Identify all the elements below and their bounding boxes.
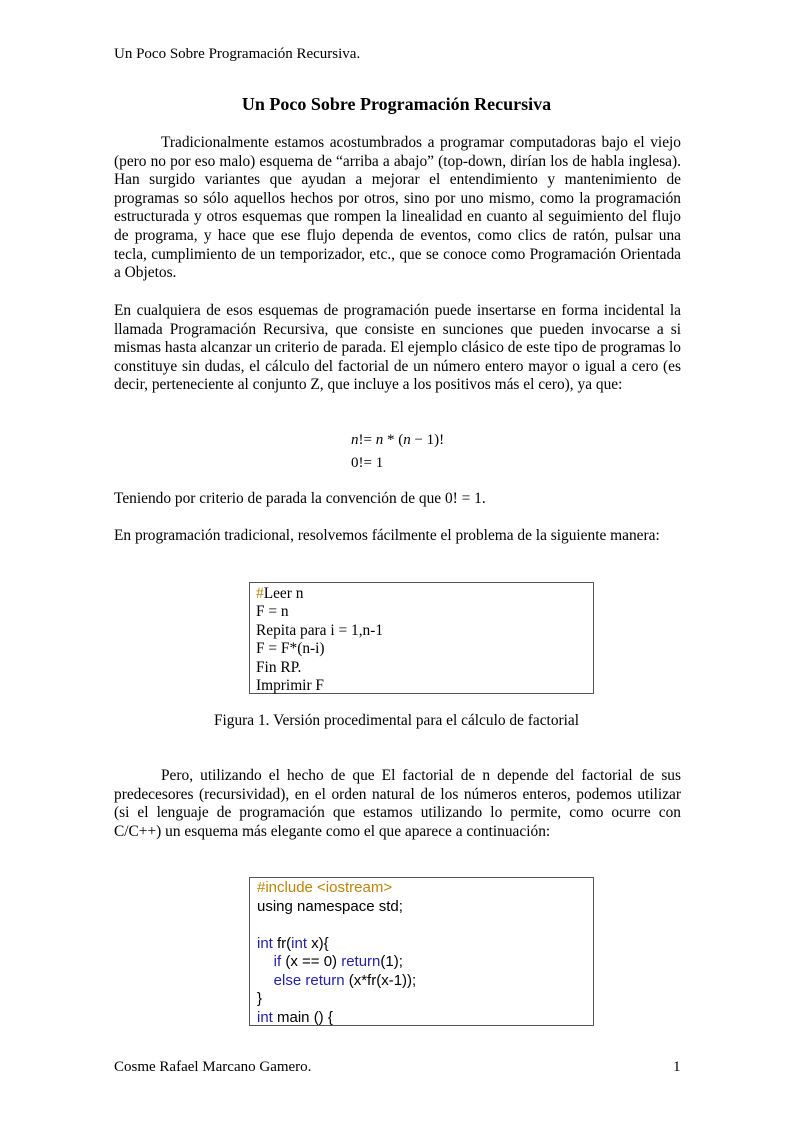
code1-line: Repita para i = 1,n-1 bbox=[256, 621, 384, 639]
paragraph-stop-criterion: Teniendo por criterio de parada la convención de que 0! = 1. bbox=[114, 490, 486, 507]
code2-text: x){ bbox=[307, 934, 329, 952]
code2-if-line bbox=[257, 953, 586, 972]
code2-kw-int: int bbox=[257, 934, 273, 952]
paragraph-intro: Tradicionalmente estamos acostumbrados a programar computadoras bajo el viejo (pero no por eso malo) esquema de “arriba a abajo” (top-down, dirían los de habla inglesa). Han surgido variantes que ayudan a mejorar el entendimiento y mantenimiento de programas so sólo aquellos hechos por otros, sino por uno mismo, como la programación estructurada y otros esquemas que rompen la linealidad en cuanto al seguimiento del flujo de programa, y hace que ese flujo dependa de eventos, como clics de ratón, pulsar una tecla, cumplimiento de un temporizador, etc., que se conoce como Programación Orientada a Objetos. bbox=[114, 134, 681, 282]
formula-var-n3: n bbox=[403, 432, 411, 448]
code1-text: Leer n bbox=[263, 585, 304, 602]
code2-kw-else-return: else return bbox=[273, 971, 345, 989]
code2-text: (x*fr(x-1)); bbox=[344, 971, 417, 989]
code2-include: #include <iostream> bbox=[257, 879, 393, 896]
code2-else-line bbox=[257, 972, 586, 991]
formula-eq: != bbox=[358, 432, 376, 448]
code2-kw-if: if bbox=[273, 953, 282, 970]
code2-kw-return: return bbox=[341, 953, 381, 970]
code2-text: (x == 0) bbox=[281, 953, 342, 970]
code2-kw-int: int bbox=[291, 934, 308, 952]
document-title: Un Poco Sobre Programación Recursiva bbox=[241, 94, 552, 114]
code2-kw-int: int bbox=[257, 1008, 273, 1026]
formula-factorial bbox=[351, 432, 444, 449]
paragraph-recursive: Pero, utilizando el hecho de que El factorial de n depende del factorial de sus predecesores (recursividad), en el orden natural de los números enteros, podemos utilizar (si el lenguaje de programación que estamos utilizando lo permite, como ocurre con C/C++) un esquema más elegante como el que aparece a continuación: bbox=[114, 767, 681, 840]
code2-main-line bbox=[257, 1009, 586, 1028]
page-number: 1 bbox=[673, 1059, 681, 1075]
code2-text: (1); bbox=[380, 953, 403, 970]
code1-line: Imprimir F bbox=[256, 677, 324, 695]
formula-tail: − 1)! bbox=[410, 432, 445, 448]
code2-indent bbox=[257, 972, 274, 989]
code1-line bbox=[256, 585, 587, 603]
code1-line: F = n bbox=[256, 603, 289, 621]
code2-fr-signature bbox=[257, 935, 586, 954]
running-header: Un Poco Sobre Programación Recursiva. bbox=[114, 46, 361, 62]
paragraph-recursion: En cualquiera de esos esquemas de programación puede insertarse en forma incidental la llamada Programación Recursiva, que consiste en sunciones que pueden invocarse a si mismas hasta alcanzar un criterio de parada. El ejemplo clásico de este tipo de programas lo constituye sin dudas, el cálculo del factorial de un número entero mayor o igual a cero (es decir, perteneciente al conjunto Z, que incluye a los positivos más el cero), ya que: bbox=[114, 302, 681, 394]
code2-text: main () { bbox=[272, 1008, 333, 1026]
code2-indent bbox=[257, 953, 274, 970]
code-box-procedural bbox=[249, 582, 594, 694]
code-box-cpp bbox=[249, 877, 594, 1026]
footer-author: Cosme Rafael Marcano Gamero. bbox=[114, 1059, 312, 1075]
formula-mul: * ( bbox=[383, 432, 404, 448]
code2-close-brace: } bbox=[257, 990, 263, 1007]
code1-line: F = F*(n-i) bbox=[256, 640, 325, 658]
formula-var-n2: n bbox=[375, 432, 384, 448]
code2-using: using namespace std; bbox=[257, 897, 403, 915]
paragraph-traditional: En programación tradicional, resolvemos fácilmente el problema de la siguiente manera: bbox=[114, 527, 660, 544]
code2-blank bbox=[257, 916, 586, 935]
formula-base-case: 0!= 1 bbox=[351, 455, 384, 471]
formula-var-n: n bbox=[351, 432, 359, 448]
code2-text: fr( bbox=[272, 934, 292, 952]
code1-line: Fin RP. bbox=[256, 658, 302, 676]
figure-caption: Figura 1. Versión procedimental para el cálculo de factorial bbox=[213, 712, 580, 729]
code1-hash: # bbox=[256, 585, 264, 602]
